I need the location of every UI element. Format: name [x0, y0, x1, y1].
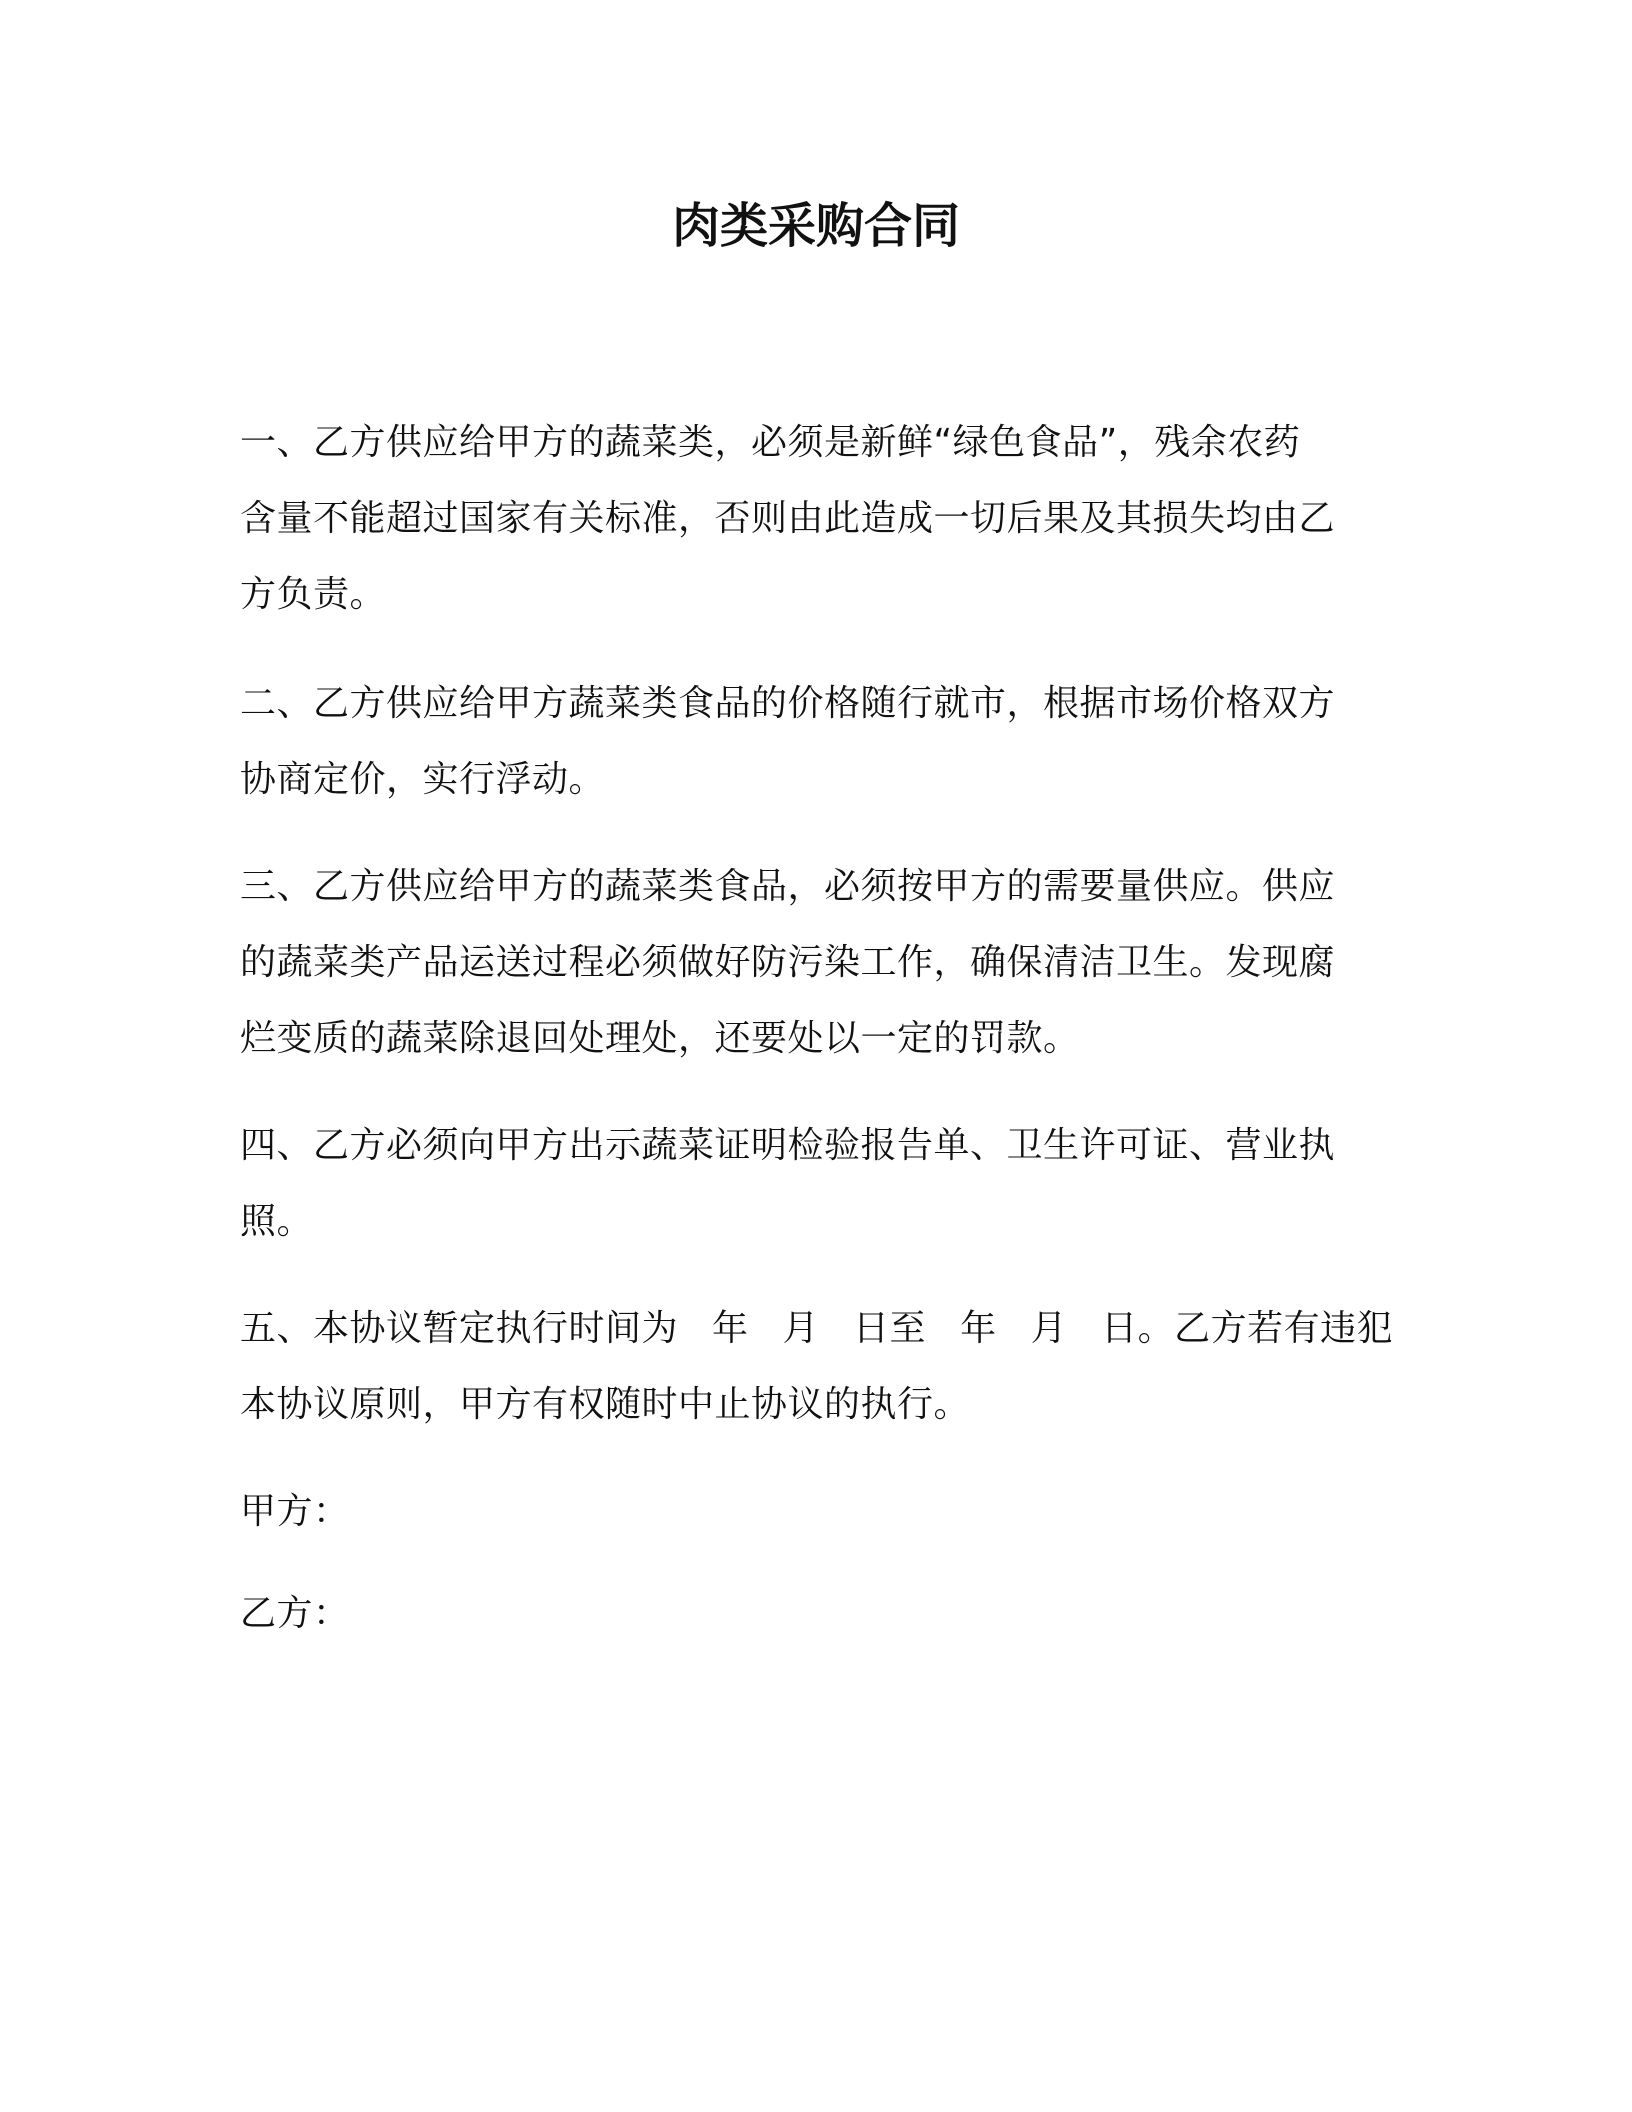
- clause-1-line-2: 含量不能超过国家有关标准，否则由此造成一切后果及其损失均由乙: [240, 498, 1336, 539]
- party-b-signature: 乙方：: [240, 1593, 350, 1634]
- start-month-label: 月: [782, 1308, 820, 1349]
- clause-4-line-2: 照。: [240, 1201, 314, 1242]
- clause-5-line-1: [240, 1291, 1394, 1367]
- clause-3-line-3: 烂变质的蔬菜除退回处理处，还要处以一定的罚款。: [240, 1018, 1080, 1059]
- clause-5: [240, 1291, 1394, 1443]
- end-month-label: 月: [1030, 1308, 1068, 1349]
- start-year-label: 年: [712, 1308, 749, 1349]
- clause-3-line-1: 三、乙方供应给甲方的蔬菜类食品，必须按甲方的需要量供应。供应: [240, 866, 1336, 907]
- end-year-label: 年: [960, 1308, 997, 1349]
- clause-2: [240, 666, 1380, 818]
- clause-1-line-3: 方负责。: [240, 574, 387, 615]
- end-day-label: 日。乙方若有违犯: [1101, 1308, 1394, 1349]
- clause-3: [240, 849, 1380, 1077]
- clause-5-line-2: 本协议原则，甲方有权随时中止协议的执行。: [240, 1384, 971, 1425]
- clause-5-intro: 五、本协议暂定执行时间为: [240, 1308, 679, 1349]
- clause-4: [240, 1108, 1380, 1260]
- contract-title: 肉类采购合同: [671, 198, 960, 254]
- start-day-label: 日至: [853, 1308, 927, 1349]
- clause-3-line-2: 的蔬菜类产品运送过程必须做好防污染工作，确保清洁卫生。发现腐: [240, 942, 1336, 983]
- clause-2-line-2: 协商定价，实行浮动。: [240, 759, 606, 800]
- party-a-signature: 甲方：: [240, 1491, 350, 1532]
- clause-1: [240, 405, 1380, 633]
- clause-2-line-1: 二、乙方供应给甲方蔬菜类食品的价格随行就市，根据市场价格双方: [240, 683, 1336, 724]
- clause-4-line-1: 四、乙方必须向甲方出示蔬菜证明检验报告单、卫生许可证、营业执: [240, 1125, 1336, 1166]
- clause-1-line-1: 一、乙方供应给甲方的蔬菜类，必须是新鲜“绿色食品”，残余农药: [240, 422, 1301, 463]
